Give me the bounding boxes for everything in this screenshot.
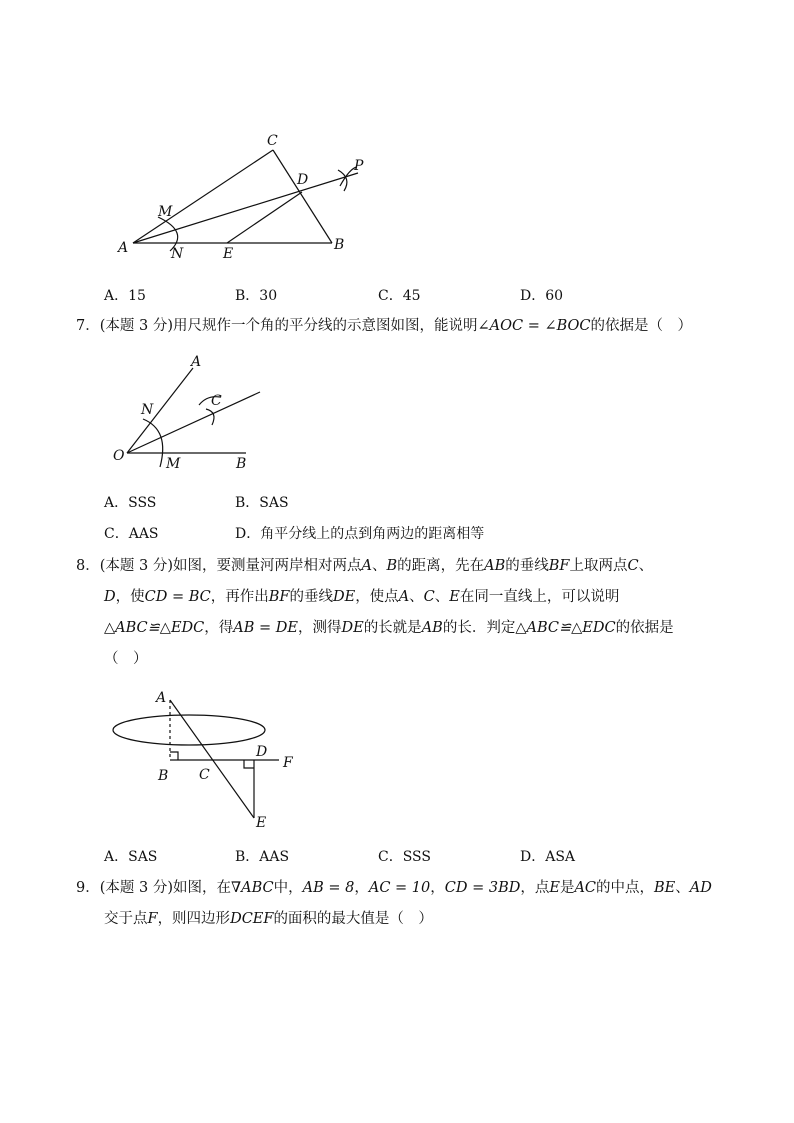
q7-option-a[interactable]: A．SSS: [104, 495, 157, 511]
q8-segment-ae: [170, 700, 254, 818]
q6-segment-de: [227, 192, 302, 243]
q8-right-angle-d: [244, 760, 254, 768]
q9-source: (本题 3 分): [99, 880, 173, 896]
q8-answer-blank: （ ）: [104, 651, 148, 667]
q6-label-b: B: [334, 237, 345, 253]
q8-label-f: F: [283, 755, 293, 771]
q8-option-c[interactable]: C．SSS: [378, 849, 431, 865]
q6-side-ac: [133, 150, 273, 243]
q6-label-c: C: [267, 133, 278, 149]
q7-label-a: A: [191, 354, 202, 370]
q9-stem-line-2: 交于点F，则四边形DCEF的面积的最大值是（ ）: [104, 911, 433, 927]
q7-stem: 7．(本题 3 分)用尺规作一个角的平分线的示意图如图，能说明∠AOC = ∠BOC的依据是（ ）: [76, 318, 693, 334]
q6-option-c[interactable]: C．45: [378, 288, 421, 304]
q7-figure: [110, 350, 270, 472]
q6-label-p: P: [354, 158, 364, 174]
q6-arc-p1: [338, 170, 347, 191]
q7-math: ∠AOC = ∠BOC: [477, 318, 591, 334]
q9-number: 9．: [76, 880, 100, 896]
q7-source: (本题 3 分): [99, 318, 173, 334]
q6-label-e: E: [223, 246, 234, 262]
q6-option-d[interactable]: D．60: [520, 288, 564, 304]
q7-arc-mn: [143, 419, 163, 467]
q7-ray-oa: [127, 368, 193, 453]
q6-label-d: D: [297, 172, 309, 188]
q7-arc-c2: [206, 409, 214, 425]
q8-stem-line-1: 8．(本题 3 分)如图，要测量河两岸相对两点A、B的距离，先在AB的垂线BF上取两点C、: [76, 558, 654, 574]
q8-option-b[interactable]: B．AAS: [235, 849, 290, 865]
q7-option-d[interactable]: D．角平分线上的点到角两边的距离相等: [235, 526, 485, 542]
q6-figure: [110, 128, 380, 263]
q6-label-a: A: [118, 240, 129, 256]
q7-label-b: B: [236, 456, 247, 472]
q8-number: 8．: [76, 558, 100, 574]
q8-figure: [105, 683, 305, 831]
q8-stem-line-2: D，使CD = BC，再作出BF的垂线DE，使点A、C、E在同一直线上，可以说明: [104, 589, 620, 605]
q7-label-o: O: [113, 448, 125, 464]
q9-stem-line-1: 9．(本题 3 分)如图，在∇ABC中，AB = 8，AC = 10，CD = 3BD，点E是AC的中点，BE、AD: [76, 880, 712, 896]
q8-option-a[interactable]: A．SAS: [104, 849, 158, 865]
q6-option-b[interactable]: B．30: [235, 288, 278, 304]
q8-label-e: E: [256, 815, 267, 831]
q7-label-n: N: [141, 402, 154, 418]
q8-source: (本题 3 分): [99, 558, 173, 574]
q6-label-n: N: [171, 246, 184, 262]
q7-label-m: M: [166, 456, 181, 472]
q8-label-c: C: [199, 767, 210, 783]
q7-option-c[interactable]: C．AAS: [104, 526, 159, 542]
q7-number: 7．: [76, 318, 100, 334]
q8-label-d: D: [256, 744, 268, 760]
q8-label-b: B: [158, 768, 169, 784]
q8-stem-line-3: △ABC≌△EDC，得AB = DE，测得DE的长就是AB的长．判定△ABC≌△EDC的依据是: [104, 620, 674, 636]
q6-label-m: M: [158, 204, 173, 220]
q7-option-b[interactable]: B．SAS: [235, 495, 289, 511]
q8-label-a: A: [156, 690, 167, 706]
q8-option-d[interactable]: D．ASA: [520, 849, 576, 865]
q8-river: [113, 715, 265, 745]
q6-option-a[interactable]: A．15: [104, 288, 146, 304]
q8-right-angle-b: [170, 752, 178, 760]
q7-label-c: C: [211, 393, 222, 409]
